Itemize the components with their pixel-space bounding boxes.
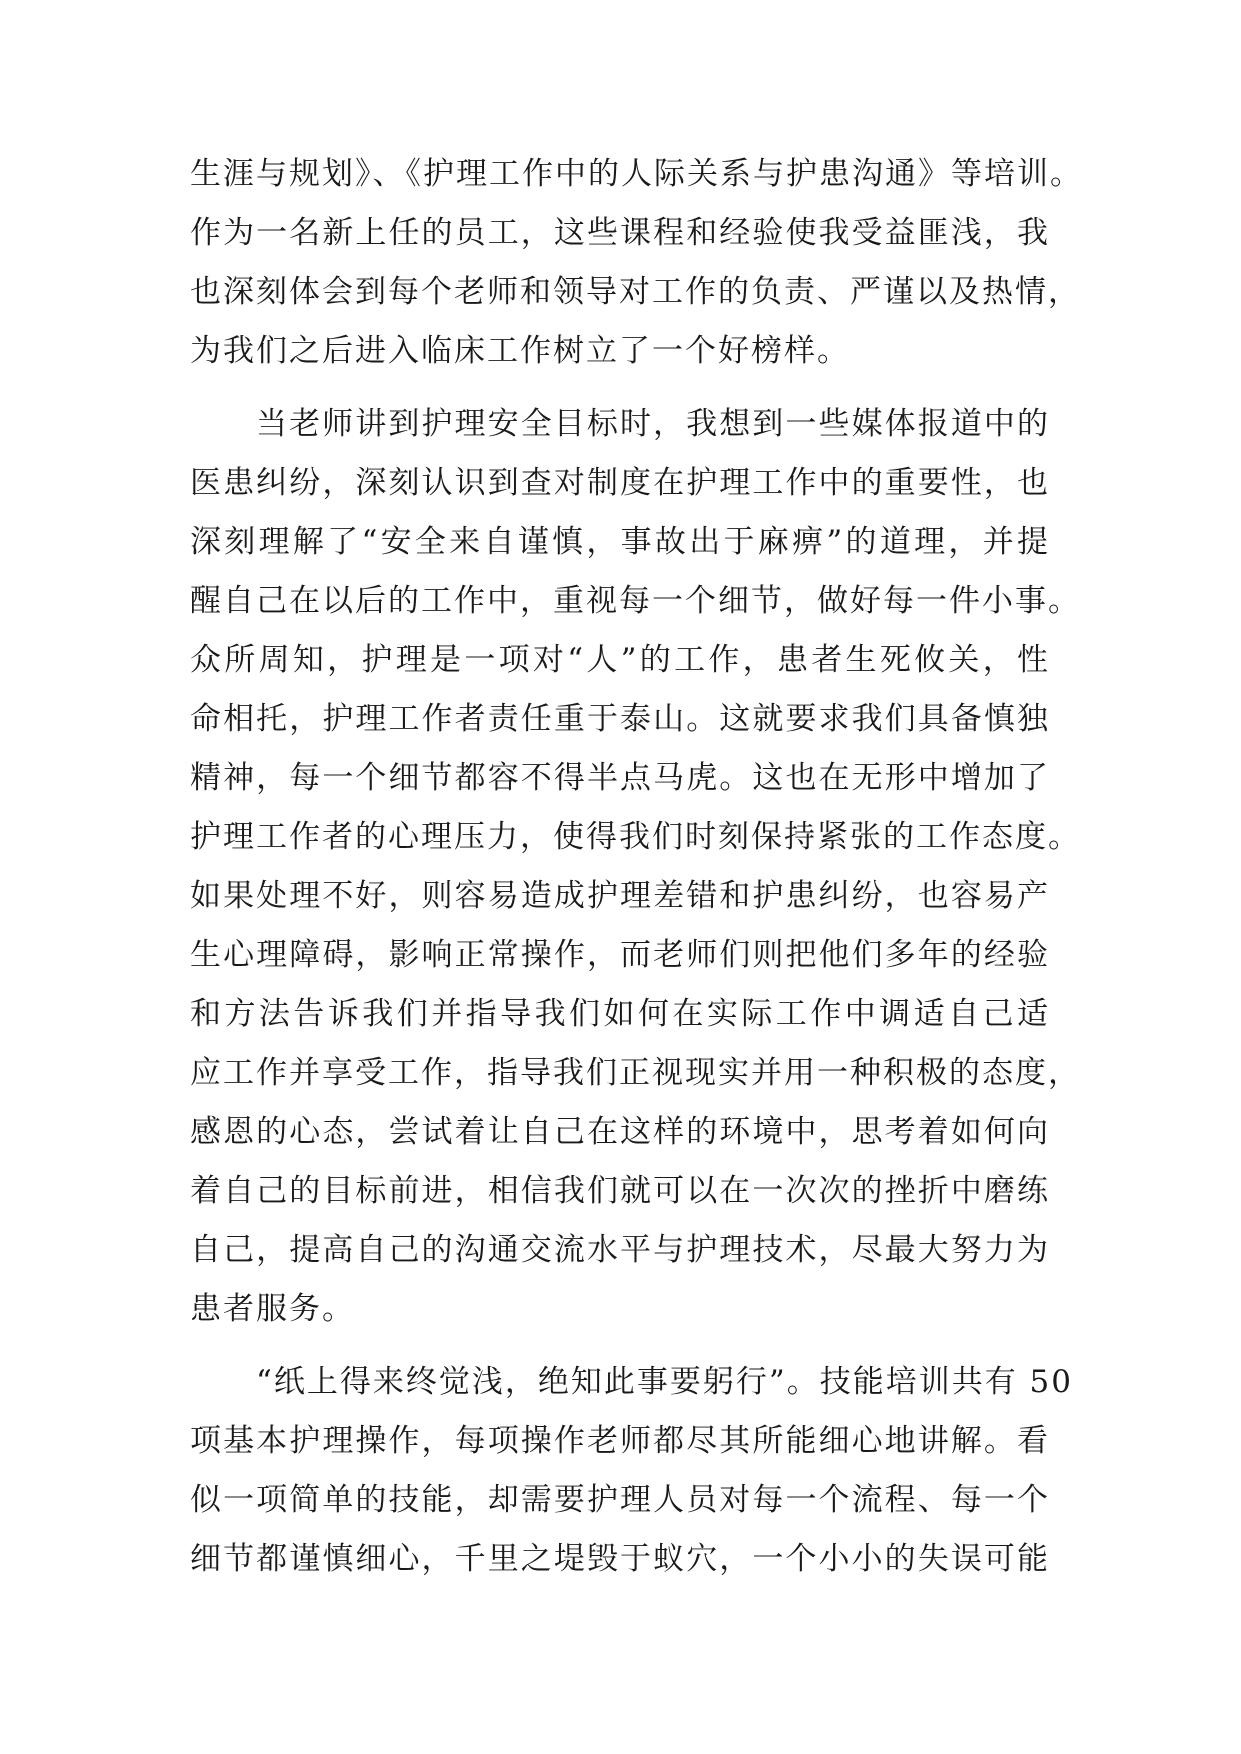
text-line: “纸上得来终觉浅，绝知此事要躬行”。技能培训共有 50 bbox=[256, 1364, 1073, 1400]
text-line: 醒自己在以后的工作中，重视每一个细节，做好每一件小事。 bbox=[190, 583, 1081, 619]
text-line: 深刻理解了“安全来自谨慎，事故出于麻痹”的道理，并提 bbox=[190, 524, 1050, 560]
text-line: 似一项简单的技能，却需要护理人员对每一个流程、每一个 bbox=[190, 1482, 1050, 1518]
text-line: 患者服务。 bbox=[190, 1291, 355, 1327]
text-line: 医患纠纷，深刻认识到查对制度在护理工作中的重要性，也 bbox=[190, 465, 1050, 501]
text-line: 自己，提高自己的沟通交流水平与护理技术，尽最大努力为 bbox=[190, 1232, 1050, 1268]
text-line: 感恩的心态，尝试着让自己在这样的环境中，思考着如何向 bbox=[190, 1114, 1050, 1150]
text-line: 作为一名新上任的员工，这些课程和经验使我受益匪浅，我 bbox=[190, 215, 1050, 251]
text-line: 应工作并享受工作，指导我们正视现实并用一种积极的态度， bbox=[190, 1055, 1081, 1091]
text-line: 细节都谨慎细心，千里之堤毁于蚁穴，一个小小的失误可能 bbox=[190, 1541, 1050, 1577]
text-line: 为我们之后进入临床工作树立了一个好榜样。 bbox=[190, 333, 850, 369]
document-body bbox=[190, 145, 1083, 1589]
text-line: 着自己的目标前进，相信我们就可以在一次次的挫折中磨练 bbox=[190, 1173, 1050, 1209]
text-line: 命相托，护理工作者责任重于泰山。这就要求我们具备慎独 bbox=[190, 701, 1050, 737]
text-line: 和方法告诉我们并指导我们如何在实际工作中调适自己适 bbox=[190, 996, 1050, 1032]
text-line: 如果处理不好，则容易造成护理差错和护患纠纷，也容易产 bbox=[190, 878, 1050, 914]
text-line: 众所周知，护理是一项对“人”的工作，患者生死攸关，性 bbox=[190, 642, 1050, 678]
text-line: 精神，每一个细节都容不得半点马虎。这也在无形中增加了 bbox=[190, 760, 1050, 796]
text-line: 生涯与规划》、《护理工作中的人际关系与护患沟通》等培训。 bbox=[190, 156, 1083, 192]
text-line: 护理工作者的心理压力，使得我们时刻保持紧张的工作态度。 bbox=[190, 819, 1081, 855]
text-line: 当老师讲到护理安全目标时，我想到一些媒体报道中的 bbox=[256, 406, 1050, 442]
text-line: 项基本护理操作，每项操作老师都尽其所能细心地讲解。看 bbox=[190, 1423, 1050, 1459]
text-line: 也深刻体会到每个老师和领导对工作的负责、严谨以及热情， bbox=[190, 274, 1081, 310]
text-line: 生心理障碍，影响正常操作，而老师们则把他们多年的经验 bbox=[190, 937, 1050, 973]
